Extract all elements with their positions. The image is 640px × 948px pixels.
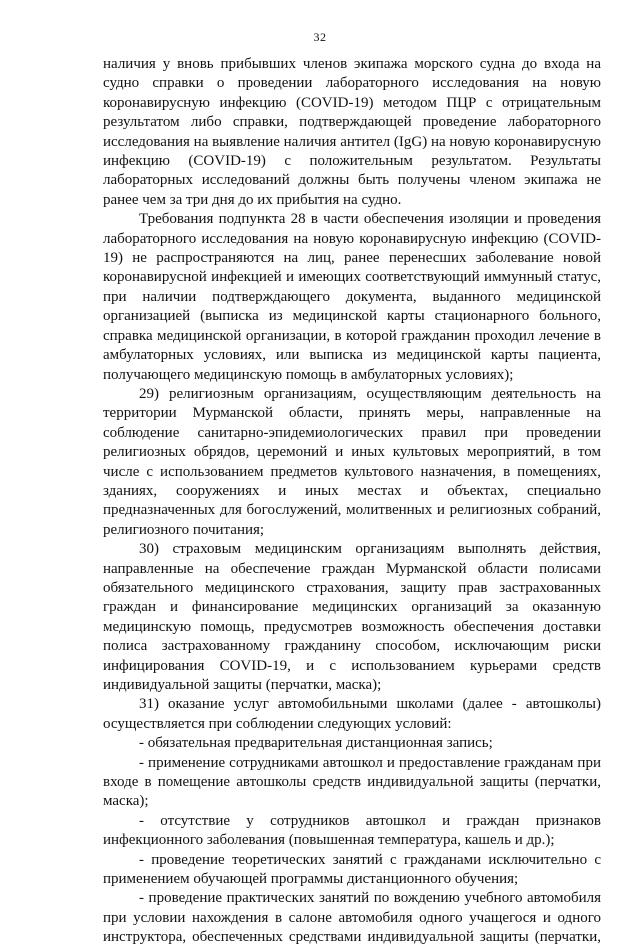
page-number: 32	[313, 30, 327, 44]
list-item-ppe: - применение сотрудниками автошкол и предоставление гражданам при входе в помещение автошколы средств индивидуальной защиты (перчатки, маска);	[103, 754, 601, 810]
document-body	[103, 55, 601, 948]
list-item-no-symptoms: - отсутствие у сотрудников автошкол и граждан признаков инфекционного заболевания (повышенная температура, кашель и др.);	[103, 812, 601, 849]
paragraph-crew-test-requirements: наличия у вновь прибывших членов экипажа морского судна до входа на судно справки о проведении лабораторного исследования на новую коронавирусную инфекцию (COVID-19) методом ПЦР с отрицательным результатом либо справки, подтверждающей проведение лабораторного исследования на выявление наличия антител (IgG) на новую коронавирусную инфекцию (COVID-19) с положительным результатом. Результаты лабораторных исследований должны быть получены членом экипажа не ранее чем за три дня до их прибытия на судно.	[103, 56, 601, 208]
list-item-driving-practice: - проведение практических занятий по вождению учебного автомобиля при условии нахождения в салоне автомобиля одного учащегося и одного инструктора, обеспеченных средствами индивидуальной защиты (перчатки,	[103, 890, 601, 946]
paragraph-item-30: 30) страховым медицинским организациям выполнять действия, направленные на обеспечение граждан Мурманской области полисами обязательного медицинского страхования, защиту прав застрахованных граждан и финансирование медицинских организаций за оказанную медицинскую помощь, предусмотрев возможность обеспечения доставки полиса застрахованному гражданину способом, исключающим риски инфицирования COVID-19, и с использованием курьерами средств индивидуальной защиты (перчатки, маска);	[103, 541, 601, 693]
paragraph-item-28-exemption: Требования подпункта 28 в части обеспечения изоляции и проведения лабораторного исследования на новую коронавирусную инфекцию (COVID-19) не распространяются на лиц, ранее перенесших заболевание новой коронавирусной инфекцией и имеющих соответствующий иммунный статус, при наличии подтверждающего документа, выданного медицинской организацией (выписка из медицинской карты стационарного больного, справка медицинской организации, в которой гражданин проходил лечение в амбулаторных условиях, или выписка из медицинской карты пациента, получающего медицинскую помощь в амбулаторных условиях);	[103, 211, 601, 383]
list-item-registration: - обязательная предварительная дистанционная запись;	[139, 735, 493, 752]
paragraph-item-29: 29) религиозным организациям, осуществляющим деятельность на территории Мурманской области, принять меры, направленные на соблюдение санитарно-эпидемиологических правил при проведении религиозных обрядов, церемоний и иных культовых мероприятий, в том числе с использованием предметов культового назначения, в помещениях, зданиях, сооружениях и иных местах и объектах, специально предназначенных для богослужений, молитвенных и религиозных собраний, религиозного почитания;	[103, 385, 601, 538]
paragraph-item-31: 31) оказание услуг автомобильными школами (далее - автошколы) осуществляется при соблюдении следующих условий:	[103, 696, 601, 732]
list-item-remote-theory: - проведение теоретических занятий с гражданами исключительно с применением обучающей программы дистанционного обучения;	[103, 851, 601, 888]
